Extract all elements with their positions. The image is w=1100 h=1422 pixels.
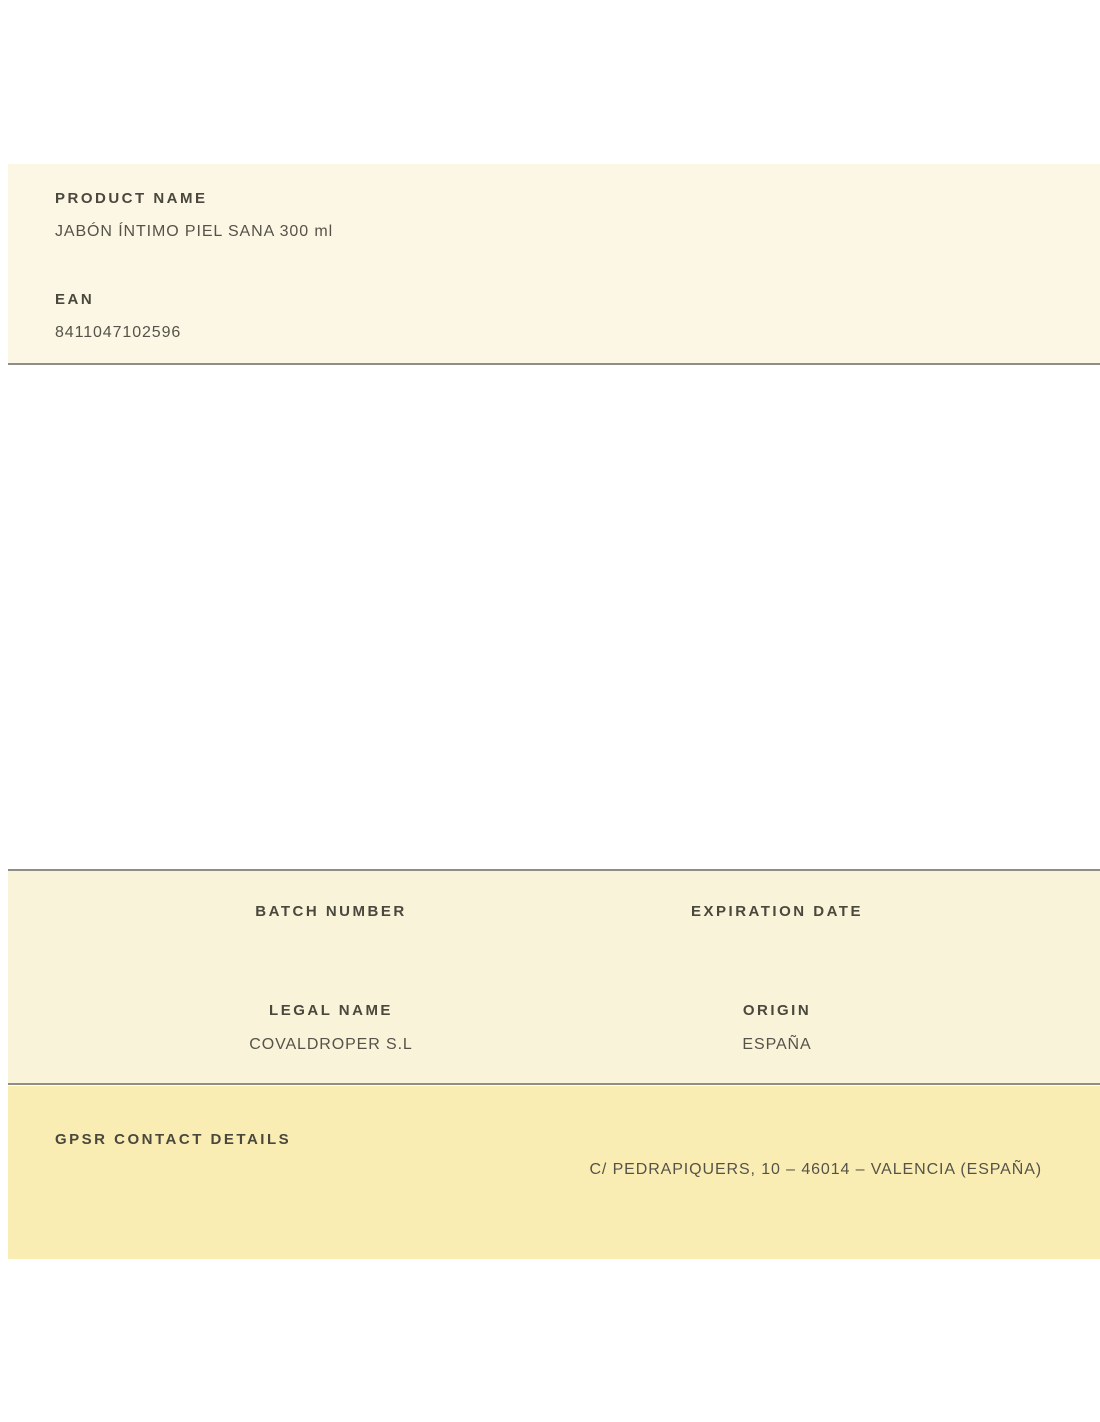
gpsr-address-value: C/ PEDRAPIQUERS, 10 – 46014 – VALENCIA (ESPAÑA)	[589, 1161, 1042, 1178]
ean-label: EAN	[55, 291, 95, 308]
legal-origin-value-row	[108, 1035, 1000, 1054]
legal-name-value: COVALDROPER S.L	[249, 1036, 413, 1053]
product-name-label: PRODUCT NAME	[55, 190, 208, 207]
product-name-field	[55, 190, 1100, 241]
ean-field	[55, 291, 1100, 342]
product-name-value: JABÓN ÍNTIMO PIEL SANA 300 ml	[55, 223, 334, 240]
expiration-date-label: EXPIRATION DATE	[691, 903, 863, 920]
gpsr-contact-details-label: GPSR CONTACT DETAILS	[55, 1131, 292, 1148]
batch-expiration-label-row	[108, 903, 1000, 921]
ean-value: 8411047102596	[55, 324, 182, 341]
legal-name-label: LEGAL NAME	[269, 1002, 393, 1019]
batch-section	[8, 869, 1100, 1085]
legal-origin-label-row	[108, 1002, 1000, 1020]
expiration-date-value	[554, 936, 1000, 955]
batch-expiration-value-row	[108, 936, 1000, 955]
batch-number-value	[108, 936, 554, 955]
batch-number-label: BATCH NUMBER	[255, 903, 407, 920]
gpsr-section	[8, 1086, 1100, 1259]
product-section	[8, 164, 1100, 365]
origin-label: ORIGIN	[742, 1002, 812, 1019]
origin-value: ESPAÑA	[742, 1036, 812, 1053]
